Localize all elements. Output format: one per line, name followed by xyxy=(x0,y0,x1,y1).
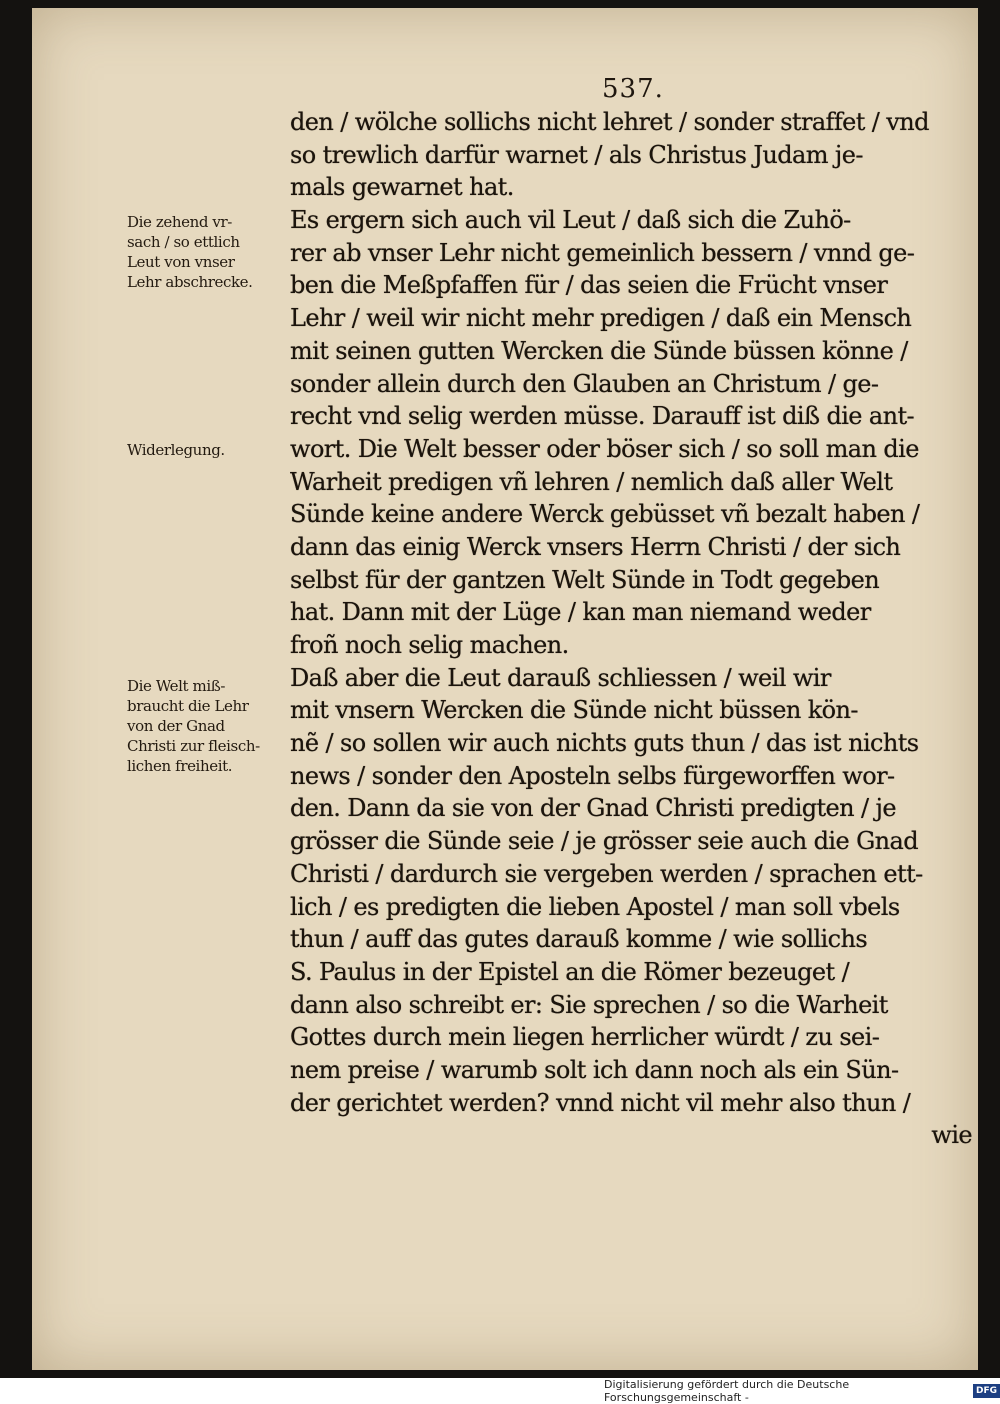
text-line: nẽ / so sollen wir auch nichts guts thun / das ist nichts xyxy=(290,729,919,758)
text-line: grösser die Sünde seie / je grösser seie auch die Gnad xyxy=(290,827,918,856)
text-line: sonder allein durch den Glauben an Christum / ge- xyxy=(290,369,879,398)
footer xyxy=(604,1378,1000,1404)
text-line: hat. Dann mit der Lüge / kan man niemand weder xyxy=(290,598,871,627)
text-line: Gottes durch mein liegen herrlicher würdt / zu sei- xyxy=(290,1023,880,1052)
text-line: der gerichtet werden? vnnd nicht vil mehr also thun / xyxy=(290,1088,911,1117)
text-line: dann das einig Werck vnsers Herrn Christi / der sich xyxy=(290,532,901,561)
text-line: lich / es predigten die lieben Apostel / man soll vbels xyxy=(290,892,900,921)
margin-note-3 xyxy=(127,676,297,776)
margin-note-line: Lehr abschrecke. xyxy=(127,273,253,291)
margin-note-line: sach / so ettlich xyxy=(127,233,240,251)
text-line: S. Paulus in der Epistel an die Römer bezeuget / xyxy=(290,957,850,986)
page-number: 537. xyxy=(602,74,664,104)
dfg-logo-icon: DFG xyxy=(973,1384,1000,1398)
text-line: news / sonder den Aposteln selbs fürgeworffen wor- xyxy=(290,761,895,790)
text-line: wort. Die Welt besser oder böser sich / so soll man die xyxy=(290,434,919,463)
text-line: mit seinen gutten Wercken die Sünde büssen könne / xyxy=(290,336,908,365)
text-line: thun / auff das gutes darauß komme / wie sollichs xyxy=(290,925,868,954)
text-line: den. Dann da sie von der Gnad Christi predigten / je xyxy=(290,794,896,823)
text-line: rer ab vnser Lehr nicht gemeinlich bessern / vnnd ge- xyxy=(290,238,915,267)
text-line: mit vnsern Wercken die Sünde nicht büssen kön- xyxy=(290,696,858,725)
body-text xyxy=(290,106,980,1152)
text-line: den / wölche sollichs nicht lehret / sonder straffet / vnd xyxy=(290,108,929,136)
book-page xyxy=(32,8,978,1370)
text-line: Daß aber die Leut darauß schliessen / weil wir xyxy=(290,663,831,692)
text-line: Christi / dardurch sie vergeben werden / sprachen ett- xyxy=(290,859,923,888)
margin-note-line: lichen freiheit. xyxy=(127,757,233,775)
text-line: nem preise / warumb solt ich dann noch als ein Sün- xyxy=(290,1055,899,1084)
margin-note-1 xyxy=(127,212,297,292)
text-line: selbst für der gantzen Welt Sünde in Todt gegeben xyxy=(290,565,880,594)
text-line: Sünde keine andere Werck gebüsset vñ bezalt haben / xyxy=(290,500,920,529)
text-line: Warheit predigen vñ lehren / nemlich daß aller Welt xyxy=(290,467,893,496)
text-line: mals gewarnet hat. xyxy=(290,173,514,202)
text-line: dann also schreibt er: Sie sprechen / so die Warheit xyxy=(290,990,888,1019)
text-line: ben die Meßpfaffen für / das seien die Frücht vnser xyxy=(290,271,888,300)
text-line: froñ noch selig machen. xyxy=(290,631,569,659)
text-line: Lehr / weil wir nicht mehr predigen / daß ein Mensch xyxy=(290,304,912,333)
funding-notice: Digitalisierung gefördert durch die Deutsche Forschungsgemeinschaft - xyxy=(604,1378,850,1404)
margin-note-line: Christi zur fleisch- xyxy=(127,737,260,755)
margin-note-line: Die Welt miß- xyxy=(127,677,226,695)
text-line: Es ergern sich auch vil Leut / daß sich die Zuhö- xyxy=(290,206,851,235)
margin-note-line: Die zehend vr- xyxy=(127,213,232,231)
margin-note-2 xyxy=(127,440,297,460)
margin-note-line: von der Gnad xyxy=(127,717,225,735)
catchword: wie xyxy=(931,1121,972,1150)
text-line: so trewlich darfür warnet / als Christus Judam je- xyxy=(290,140,863,169)
margin-note-line: Leut von vnser xyxy=(127,253,235,271)
text-line: recht vnd selig werden müsse. Darauff ist diß die ant- xyxy=(290,402,915,431)
margin-note-line: braucht die Lehr xyxy=(127,697,249,715)
margin-note-line: Widerlegung. xyxy=(127,441,225,459)
